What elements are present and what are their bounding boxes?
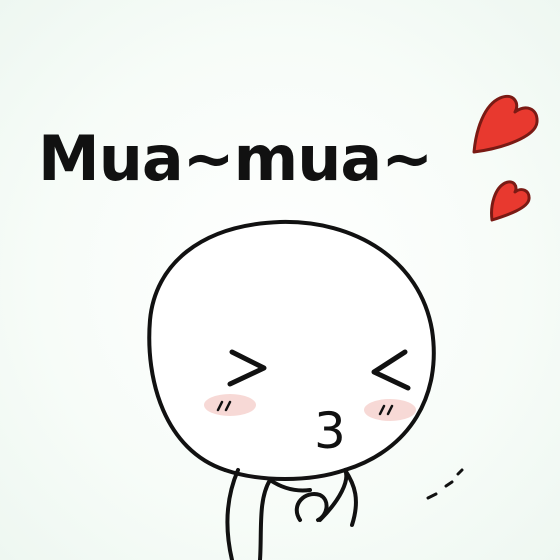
left-hand — [260, 480, 310, 560]
heart-icon — [492, 182, 530, 220]
head-outline — [149, 222, 434, 470]
caption-text: Mua~mua~ — [38, 122, 433, 195]
chin-line — [225, 470, 345, 479]
motion-marks — [428, 470, 462, 498]
left-blush — [204, 394, 256, 416]
body-line — [227, 470, 238, 560]
heart-icon — [474, 96, 537, 152]
kiss-mark: 3 — [314, 402, 346, 460]
